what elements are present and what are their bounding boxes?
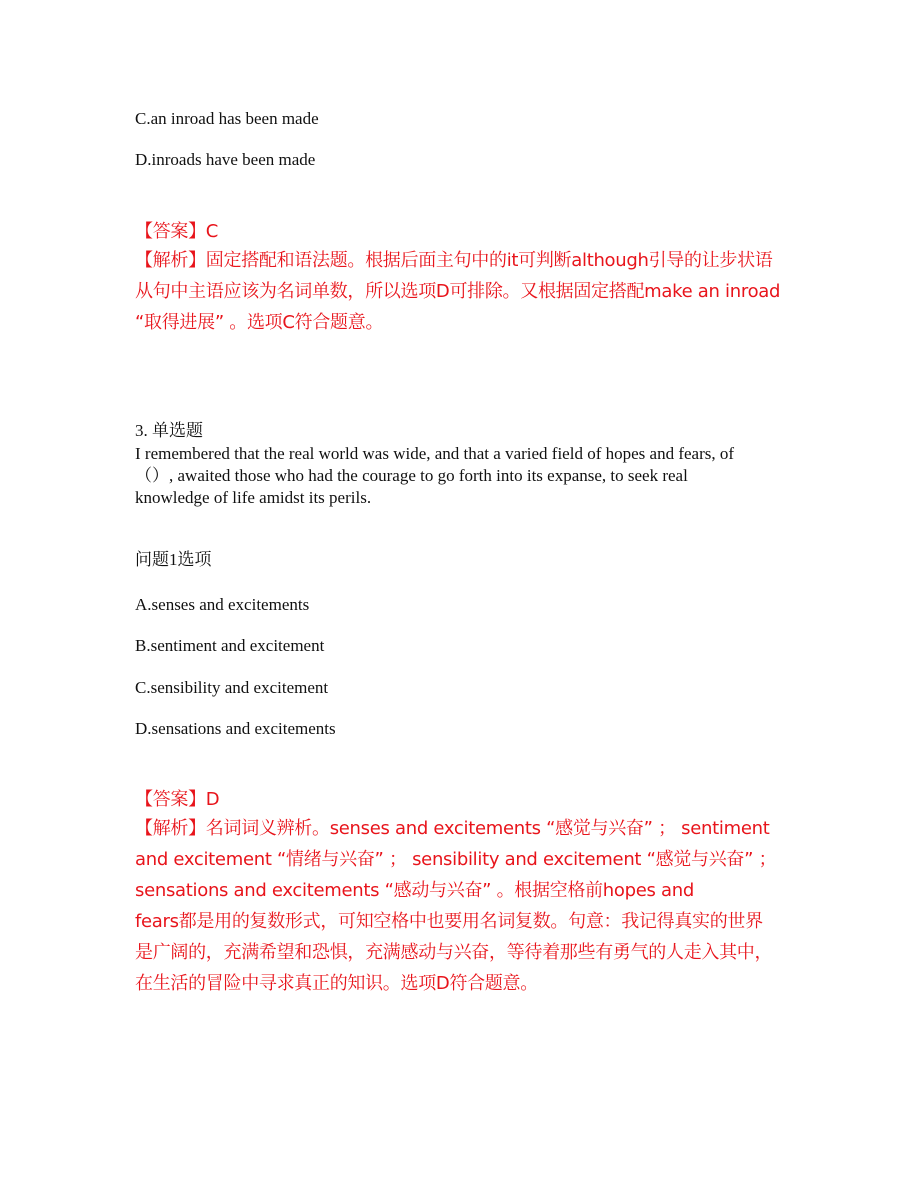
q2-analysis-line: 从句中主语应该为名词单数，所以选项D可排除。又根据固定搭配make an inroad <box>135 281 781 302</box>
q3-sub-heading: 问题1选项 <box>135 550 212 569</box>
q3-analysis <box>135 813 776 999</box>
q3-analysis-line: 【解析】名词词义辨析。senses and excitements “感觉与兴奋” ； sentiment <box>135 818 770 839</box>
q3-option-c: C.sensibility and excitement <box>135 678 329 697</box>
q2-analysis-line: 【解析】固定搭配和语法题。根据后面主句中的it可判断although引导的让步状语 <box>135 250 773 271</box>
q2-analysis <box>135 245 780 338</box>
q3-stem-line: （）, awaited those who had the courage to go forth into its expanse, to seek real <box>135 466 688 485</box>
q2-answer: 【答案】C <box>135 221 219 242</box>
q2-option-d: D.inroads have been made <box>135 150 316 169</box>
q3-analysis-line: 是广阔的，充满希望和恐惧，充满感动与兴奋，等待着那些有勇气的人走入其中， <box>135 942 773 963</box>
q3-heading: 3. 单选题 <box>135 421 203 440</box>
q3-option-a: A.senses and excitements <box>135 595 310 614</box>
q3-option-b: B.sentiment and excitement <box>135 636 325 655</box>
q3-analysis-line: sensations and excitements “感动与兴奋” 。根据空格前hopes and <box>135 880 694 901</box>
q2-analysis-line: “取得进展” 。选项C符合题意。 <box>135 312 384 333</box>
q3-stem <box>135 443 734 509</box>
q3-analysis-line: and excitement “情绪与兴奋” ； sensibility and excitement “感觉与兴奋” ； <box>135 849 777 870</box>
q3-stem-line: I remembered that the real world was wide, and that a varied field of hopes and fears, of <box>135 444 735 463</box>
q3-analysis-line: 在生活的冒险中寻求真正的知识。选项D符合题意。 <box>135 973 538 994</box>
q3-stem-line: knowledge of life amidst its perils. <box>135 488 372 507</box>
q3-answer: 【答案】D <box>135 789 220 810</box>
q2-option-c: C.an inroad has been made <box>135 109 319 128</box>
q3-analysis-line: fears都是用的复数形式，可知空格中也要用名词复数。句意：我记得真实的世界 <box>135 911 763 932</box>
q3-option-d: D.sensations and excitements <box>135 719 336 738</box>
